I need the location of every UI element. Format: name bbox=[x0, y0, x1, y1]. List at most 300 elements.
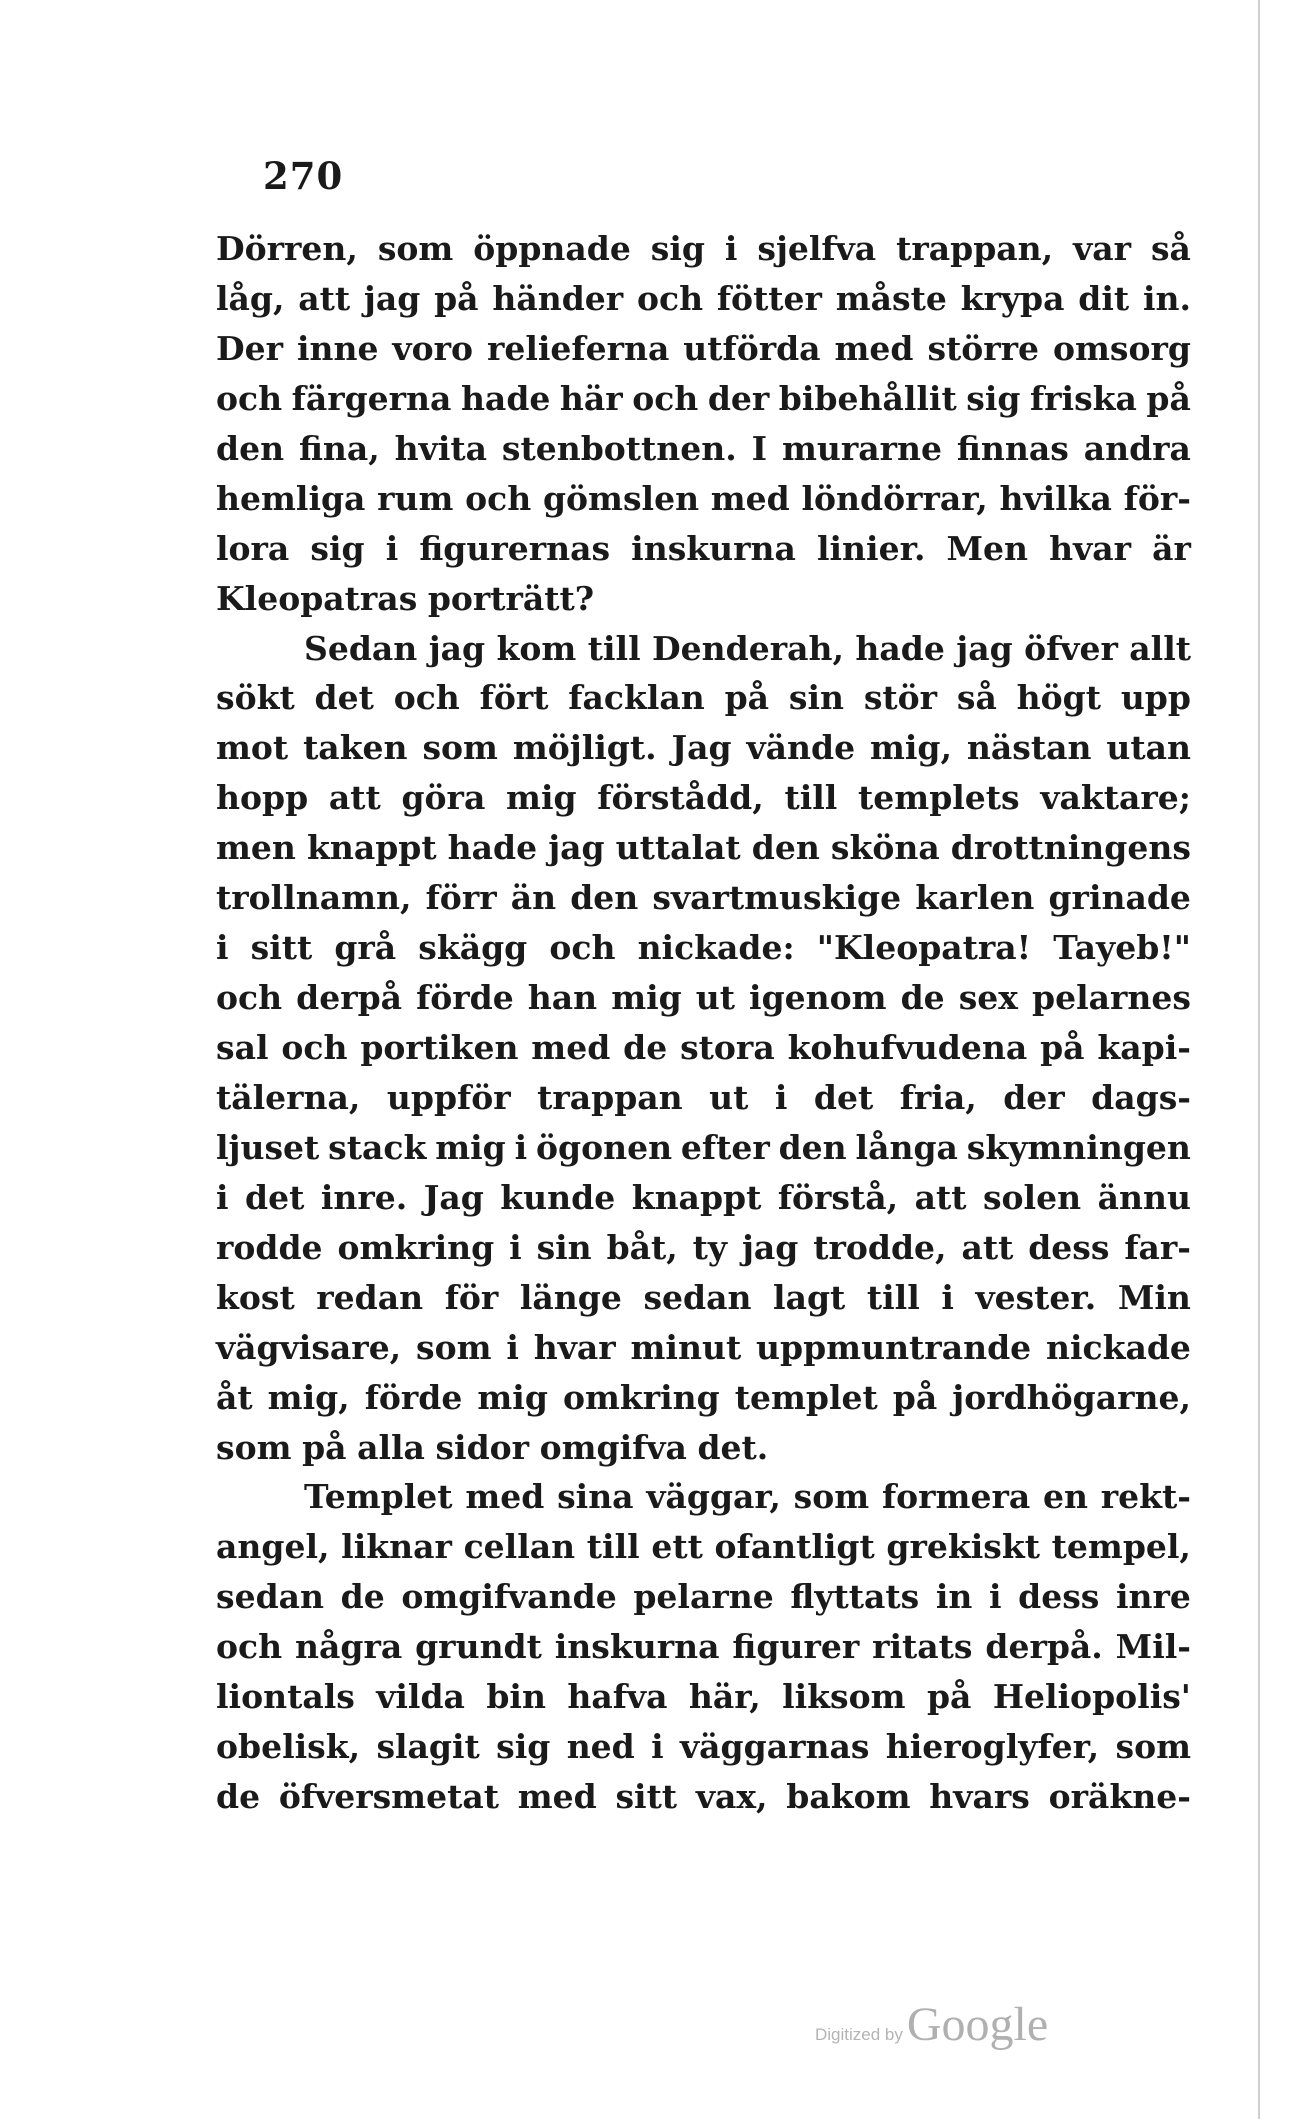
text-word: far- bbox=[1124, 1227, 1191, 1267]
text-word: Men bbox=[946, 528, 1029, 568]
text-line bbox=[216, 374, 1191, 424]
text-word: till bbox=[587, 628, 641, 668]
text-word: solen bbox=[982, 1177, 1082, 1217]
text-word: det bbox=[314, 678, 374, 718]
text-word: bibehållit bbox=[778, 378, 957, 418]
text-word: porträtt? bbox=[427, 578, 595, 618]
text-word: sig bbox=[310, 528, 365, 568]
text-word: och bbox=[632, 378, 699, 418]
text-word: Templet bbox=[304, 1477, 453, 1517]
text-word: ut bbox=[709, 1077, 749, 1117]
text-line bbox=[216, 424, 1191, 474]
text-word: vax, bbox=[695, 1777, 768, 1817]
text-word: jag bbox=[548, 828, 605, 868]
text-word: tälerna, bbox=[216, 1077, 361, 1117]
text-word: hvars bbox=[929, 1777, 1030, 1817]
text-word: större bbox=[927, 328, 1040, 368]
text-word: till bbox=[784, 778, 838, 818]
text-word: sex bbox=[958, 978, 1018, 1018]
text-word: utförda bbox=[683, 328, 821, 368]
text-line bbox=[216, 1123, 1191, 1173]
text-word: göra bbox=[401, 778, 486, 818]
text-word: i bbox=[514, 1127, 528, 1167]
text-word: med bbox=[531, 1028, 611, 1067]
text-word: var bbox=[1073, 229, 1132, 268]
text-line bbox=[216, 1223, 1191, 1273]
text-word: men bbox=[216, 828, 296, 868]
text-word: förstå, bbox=[777, 1177, 899, 1217]
text-word: derpå bbox=[296, 978, 403, 1018]
text-line bbox=[216, 1772, 1191, 1822]
text-word: färgerna bbox=[291, 378, 452, 418]
text-word: sin bbox=[788, 678, 844, 718]
text-word: att bbox=[914, 1177, 967, 1217]
text-word: och bbox=[393, 678, 460, 718]
text-line bbox=[216, 1572, 1191, 1622]
text-line bbox=[216, 524, 1191, 574]
text-line bbox=[216, 1023, 1191, 1073]
text-word: i bbox=[509, 1227, 522, 1267]
text-word: en bbox=[1043, 1477, 1088, 1517]
text-word: voro bbox=[392, 328, 473, 368]
text-word: ett bbox=[651, 1527, 703, 1567]
text-word: att bbox=[328, 778, 381, 818]
text-word: är bbox=[1152, 528, 1191, 568]
text-word: i bbox=[385, 528, 399, 568]
text-word: de bbox=[216, 1777, 261, 1817]
text-word: till bbox=[866, 1277, 920, 1317]
text-word: karlen bbox=[915, 878, 1035, 918]
text-word: in. bbox=[1142, 278, 1191, 318]
text-word: den bbox=[570, 878, 639, 918]
text-word: vände bbox=[746, 728, 856, 768]
text-line bbox=[216, 823, 1191, 873]
text-word: rodde bbox=[216, 1227, 323, 1267]
text-word: löndörrar, bbox=[801, 478, 988, 518]
text-word: kohufvudena bbox=[787, 1028, 1028, 1067]
text-word: mig, bbox=[267, 1377, 350, 1417]
text-word: mig bbox=[435, 1127, 506, 1167]
text-word: den bbox=[216, 428, 285, 468]
text-word: sköna bbox=[830, 828, 940, 868]
text-word: sina bbox=[557, 1477, 634, 1517]
text-word: Heliopolis' bbox=[992, 1677, 1191, 1717]
text-word: inskurna bbox=[631, 528, 796, 568]
text-word: kom bbox=[496, 628, 577, 668]
text-word: på bbox=[1040, 1028, 1085, 1067]
text-word: fört bbox=[479, 678, 549, 718]
text-line bbox=[216, 1373, 1191, 1423]
text-word: formera bbox=[881, 1477, 1031, 1517]
text-word: händer bbox=[492, 278, 624, 318]
text-word: hvilka bbox=[999, 478, 1112, 518]
text-word: sin bbox=[536, 1227, 592, 1267]
page-number: 270 bbox=[263, 154, 344, 198]
text-word: grå bbox=[334, 928, 397, 968]
text-word: på bbox=[434, 278, 479, 318]
text-word: att bbox=[961, 1227, 1014, 1267]
text-word: ty bbox=[692, 1227, 728, 1267]
text-line bbox=[216, 1273, 1191, 1323]
text-word: inskurna bbox=[554, 1627, 720, 1667]
text-word: den bbox=[778, 1127, 847, 1167]
text-word: utan bbox=[1106, 728, 1191, 768]
text-word: några bbox=[295, 1627, 403, 1667]
text-word: hieroglyfer, bbox=[885, 1727, 1100, 1767]
text-word: som bbox=[422, 728, 498, 768]
text-word: grinade bbox=[1048, 878, 1191, 918]
text-word: den bbox=[751, 828, 820, 868]
text-word: bakom bbox=[786, 1777, 911, 1817]
text-word: hade bbox=[447, 828, 538, 868]
text-word: "Kleopatra! bbox=[816, 928, 1032, 968]
text-word: stack bbox=[328, 1127, 427, 1167]
text-word: in bbox=[935, 1577, 973, 1617]
text-word: trappan bbox=[537, 1077, 683, 1117]
text-word: murarne bbox=[781, 428, 942, 468]
text-word: ännu bbox=[1097, 1177, 1191, 1217]
text-word: lagt bbox=[773, 1277, 846, 1317]
text-word: finnas bbox=[956, 428, 1069, 468]
text-line bbox=[216, 324, 1191, 374]
text-word: omkring bbox=[337, 1227, 495, 1267]
text-word: jordhögarne, bbox=[952, 1377, 1191, 1417]
text-word: mig bbox=[477, 1377, 548, 1417]
text-word: ritats bbox=[872, 1627, 973, 1667]
text-word: förde bbox=[364, 1377, 463, 1417]
google-logo: Google bbox=[906, 1998, 1049, 2051]
text-word: liknar bbox=[341, 1527, 452, 1567]
text-word: skymningen bbox=[966, 1127, 1191, 1167]
text-word: hvita bbox=[394, 428, 488, 468]
text-word: allt bbox=[1129, 628, 1191, 668]
text-word: sedan bbox=[216, 1577, 325, 1617]
text-line bbox=[216, 873, 1191, 923]
body-text bbox=[216, 224, 1191, 1822]
text-word: vester. bbox=[975, 1277, 1097, 1317]
text-line bbox=[216, 673, 1191, 723]
text-word: Dörren, bbox=[216, 229, 358, 268]
text-word: dags- bbox=[1091, 1077, 1191, 1117]
text-word: inre. bbox=[320, 1177, 408, 1217]
text-word: förstådd, bbox=[597, 778, 764, 818]
text-line bbox=[216, 773, 1191, 823]
text-word: slagit bbox=[376, 1727, 480, 1767]
text-word: redan bbox=[316, 1277, 424, 1317]
text-word: inre bbox=[1116, 1577, 1191, 1617]
text-word: nickade: bbox=[637, 928, 795, 968]
text-word: Jag bbox=[671, 728, 732, 768]
text-word: der bbox=[707, 378, 770, 418]
text-word: gömslen bbox=[542, 478, 700, 518]
text-word: liontals bbox=[216, 1677, 355, 1717]
text-word: ut bbox=[695, 978, 736, 1018]
text-word: Der bbox=[216, 328, 283, 368]
text-word: förde bbox=[416, 978, 514, 1018]
watermark-digitized-label: Digitized by bbox=[815, 2025, 903, 2044]
text-word: möjligt. bbox=[512, 728, 657, 768]
text-word: som bbox=[793, 1477, 870, 1517]
text-word: Tayeb!" bbox=[1053, 928, 1191, 968]
text-word: liksom bbox=[782, 1677, 906, 1717]
text-word: sökt bbox=[216, 678, 295, 718]
text-word: igenom bbox=[749, 978, 887, 1018]
text-word: högt bbox=[1016, 678, 1101, 718]
text-word: väggar, bbox=[646, 1477, 781, 1517]
text-line bbox=[216, 973, 1191, 1023]
text-word: de bbox=[340, 1577, 385, 1617]
text-word: i bbox=[506, 1327, 519, 1367]
text-word: långa bbox=[855, 1127, 958, 1167]
text-word: och bbox=[216, 378, 283, 418]
text-word: uppför bbox=[386, 1077, 511, 1117]
text-word: angel, bbox=[216, 1527, 330, 1567]
text-line bbox=[216, 274, 1191, 324]
text-word: i bbox=[216, 1177, 229, 1217]
text-word: taken bbox=[303, 728, 408, 768]
text-word: Jag bbox=[423, 1177, 484, 1217]
text-word: der bbox=[1003, 1077, 1065, 1117]
text-line bbox=[216, 1472, 1191, 1522]
text-word: trodde, bbox=[813, 1227, 947, 1267]
text-word: att bbox=[298, 278, 351, 318]
text-word: fria, bbox=[899, 1077, 977, 1117]
text-word: sitt bbox=[615, 1777, 678, 1817]
google-watermark bbox=[815, 1997, 1048, 2052]
text-word: sig bbox=[650, 229, 705, 268]
text-word: kunde bbox=[500, 1177, 616, 1217]
text-word: jag bbox=[956, 628, 1013, 668]
text-line bbox=[216, 923, 1191, 973]
text-word: det bbox=[813, 1077, 874, 1117]
text-line bbox=[216, 1672, 1191, 1722]
text-word: dit bbox=[1078, 278, 1130, 318]
text-word: båt, bbox=[606, 1227, 678, 1267]
text-word: här bbox=[559, 378, 623, 418]
text-word: mig bbox=[506, 778, 577, 818]
text-word: portiken bbox=[360, 1028, 519, 1067]
text-word: och bbox=[281, 1028, 348, 1067]
text-word: grekiskt bbox=[886, 1527, 1040, 1567]
text-word: sitt bbox=[250, 928, 313, 968]
text-word: så bbox=[1150, 229, 1191, 268]
text-word: med bbox=[465, 1477, 545, 1517]
text-word: jag bbox=[363, 278, 421, 318]
text-word: och bbox=[216, 1627, 283, 1667]
text-word: figurer bbox=[732, 1627, 860, 1667]
text-word: Mil- bbox=[1115, 1627, 1191, 1667]
text-line bbox=[216, 723, 1191, 773]
text-word: i bbox=[941, 1277, 954, 1317]
text-line bbox=[216, 1622, 1191, 1672]
text-word: andra bbox=[1083, 428, 1191, 468]
text-word: dess bbox=[1028, 1227, 1110, 1267]
text-word: i bbox=[216, 928, 229, 968]
text-word: sedan bbox=[643, 1277, 752, 1317]
text-word: nästan bbox=[966, 728, 1092, 768]
text-word: templets bbox=[858, 778, 1020, 818]
text-word: på bbox=[302, 1427, 347, 1467]
text-line bbox=[216, 1722, 1191, 1772]
text-word: nickade bbox=[1045, 1327, 1191, 1367]
text-word: I bbox=[751, 428, 768, 468]
text-word: flyttats bbox=[790, 1577, 920, 1617]
text-word: med bbox=[710, 478, 790, 518]
text-word: knappt bbox=[631, 1177, 762, 1217]
text-word: mig bbox=[611, 978, 682, 1018]
text-word: i bbox=[651, 1727, 664, 1767]
text-line bbox=[216, 1522, 1191, 1572]
text-word: knappt bbox=[306, 828, 437, 868]
text-word: på bbox=[892, 1377, 938, 1417]
text-word: ned bbox=[566, 1727, 635, 1767]
text-word: efter bbox=[680, 1127, 770, 1167]
text-line bbox=[216, 1073, 1191, 1123]
text-word: med bbox=[834, 328, 914, 368]
text-word: det bbox=[245, 1177, 305, 1217]
text-word: omkring bbox=[562, 1377, 720, 1417]
text-word: friska bbox=[1029, 378, 1137, 418]
text-word: fötter bbox=[716, 278, 822, 318]
text-word: och bbox=[636, 278, 704, 318]
text-word: i bbox=[774, 1077, 788, 1117]
text-word: mot bbox=[216, 728, 289, 768]
text-word: så bbox=[956, 678, 997, 718]
text-word: stör bbox=[863, 678, 938, 718]
text-word: och bbox=[216, 978, 283, 1018]
text-word: sig bbox=[966, 378, 1021, 418]
text-word: upp bbox=[1120, 678, 1191, 718]
text-word: hade bbox=[460, 378, 551, 418]
text-word: sal bbox=[216, 1028, 269, 1067]
text-word: derpå. bbox=[985, 1627, 1103, 1667]
text-word: omgifva bbox=[539, 1427, 687, 1467]
text-word: sjelfva bbox=[757, 229, 877, 268]
text-word: hopp bbox=[216, 778, 309, 818]
text-word: länge bbox=[519, 1277, 622, 1317]
text-word: Denderah, bbox=[652, 628, 844, 668]
text-word: som bbox=[216, 1427, 292, 1467]
text-word: öfversmetat bbox=[278, 1777, 499, 1817]
text-word: pelarnes bbox=[1032, 978, 1191, 1018]
text-line bbox=[216, 224, 1191, 274]
text-word: i bbox=[988, 1577, 1002, 1617]
text-line bbox=[216, 574, 1191, 624]
text-word: kapi- bbox=[1097, 1028, 1191, 1067]
text-word: rum bbox=[377, 478, 454, 518]
text-word: vaktare; bbox=[1040, 778, 1191, 818]
text-word: Min bbox=[1117, 1277, 1191, 1317]
text-word: och bbox=[465, 478, 532, 518]
text-word: öfver bbox=[1024, 628, 1118, 668]
text-word: facklan bbox=[568, 678, 705, 718]
text-word: ofantligt bbox=[714, 1527, 875, 1567]
text-word: de bbox=[900, 978, 945, 1018]
text-word: än bbox=[510, 878, 557, 918]
text-word: och bbox=[549, 928, 616, 968]
text-word: figurernas bbox=[419, 528, 611, 568]
text-line bbox=[216, 474, 1191, 524]
text-word: fina, bbox=[298, 428, 380, 468]
text-word: måste bbox=[835, 278, 947, 318]
text-word: till bbox=[586, 1527, 640, 1567]
text-word: som bbox=[416, 1327, 492, 1367]
text-word: cellan bbox=[463, 1527, 576, 1567]
text-word: sig bbox=[496, 1727, 551, 1767]
text-word: svartmuskige bbox=[652, 878, 902, 918]
text-word: relieferna bbox=[486, 328, 670, 368]
text-line bbox=[216, 1423, 1191, 1473]
text-word: grundt bbox=[415, 1627, 542, 1667]
text-word: de bbox=[623, 1028, 668, 1067]
text-word: uttalat bbox=[615, 828, 741, 868]
text-word: här, bbox=[688, 1677, 761, 1717]
text-word: minut bbox=[630, 1327, 742, 1367]
text-word: tempel, bbox=[1051, 1527, 1191, 1567]
text-word: väggarnas bbox=[679, 1727, 870, 1767]
text-word: obelisk, bbox=[216, 1727, 361, 1767]
text-word: med bbox=[517, 1777, 597, 1817]
text-word: drottningens bbox=[950, 828, 1191, 868]
text-word: inne bbox=[296, 328, 379, 368]
text-word: på bbox=[926, 1677, 972, 1717]
page-edge-line bbox=[1258, 0, 1260, 2119]
text-word: vilda bbox=[376, 1677, 465, 1717]
text-word: uppmuntrande bbox=[756, 1327, 1032, 1367]
text-word: hafva bbox=[567, 1677, 668, 1717]
text-word: vägvisare, bbox=[216, 1327, 402, 1367]
text-word: dess bbox=[1018, 1577, 1100, 1617]
text-word: det. bbox=[697, 1427, 769, 1467]
text-word: på bbox=[724, 678, 770, 718]
text-word: omgifvande bbox=[401, 1577, 617, 1617]
text-word: hade bbox=[855, 628, 945, 668]
text-word: för bbox=[444, 1277, 499, 1317]
text-word: oräkne- bbox=[1048, 1777, 1191, 1817]
text-word: öppnade bbox=[473, 229, 631, 268]
text-line bbox=[216, 1323, 1191, 1373]
text-word: hemliga bbox=[216, 478, 366, 518]
text-word: trollnamn, bbox=[216, 878, 412, 918]
text-word: han bbox=[527, 978, 598, 1018]
text-word: sidor bbox=[435, 1427, 530, 1467]
text-word: Sedan bbox=[304, 628, 418, 668]
text-word: Kleopatras bbox=[216, 578, 418, 618]
text-word: jag bbox=[428, 628, 486, 668]
text-word: på bbox=[1146, 378, 1191, 418]
text-word: förr bbox=[425, 878, 497, 918]
text-line bbox=[216, 1173, 1191, 1223]
text-word: lora bbox=[216, 528, 290, 568]
text-word: låg, bbox=[216, 278, 285, 318]
text-word: mig, bbox=[869, 728, 952, 768]
text-word: trappan, bbox=[896, 229, 1054, 268]
text-word: pelarne bbox=[633, 1577, 774, 1617]
text-word: som bbox=[377, 229, 454, 268]
text-word: åt bbox=[216, 1377, 253, 1417]
text-word: hvar bbox=[1049, 528, 1132, 568]
text-word: bin bbox=[486, 1677, 546, 1717]
text-word: ljuset bbox=[216, 1127, 320, 1167]
text-word: i bbox=[724, 229, 738, 268]
text-word: ögonen bbox=[535, 1127, 673, 1167]
text-word: jag bbox=[741, 1227, 799, 1267]
text-word: hvar bbox=[533, 1327, 616, 1367]
text-word: för- bbox=[1123, 478, 1191, 518]
text-word: omsorg bbox=[1053, 328, 1191, 368]
text-word: stenbottnen. bbox=[501, 428, 737, 468]
text-word: som bbox=[1115, 1727, 1191, 1767]
